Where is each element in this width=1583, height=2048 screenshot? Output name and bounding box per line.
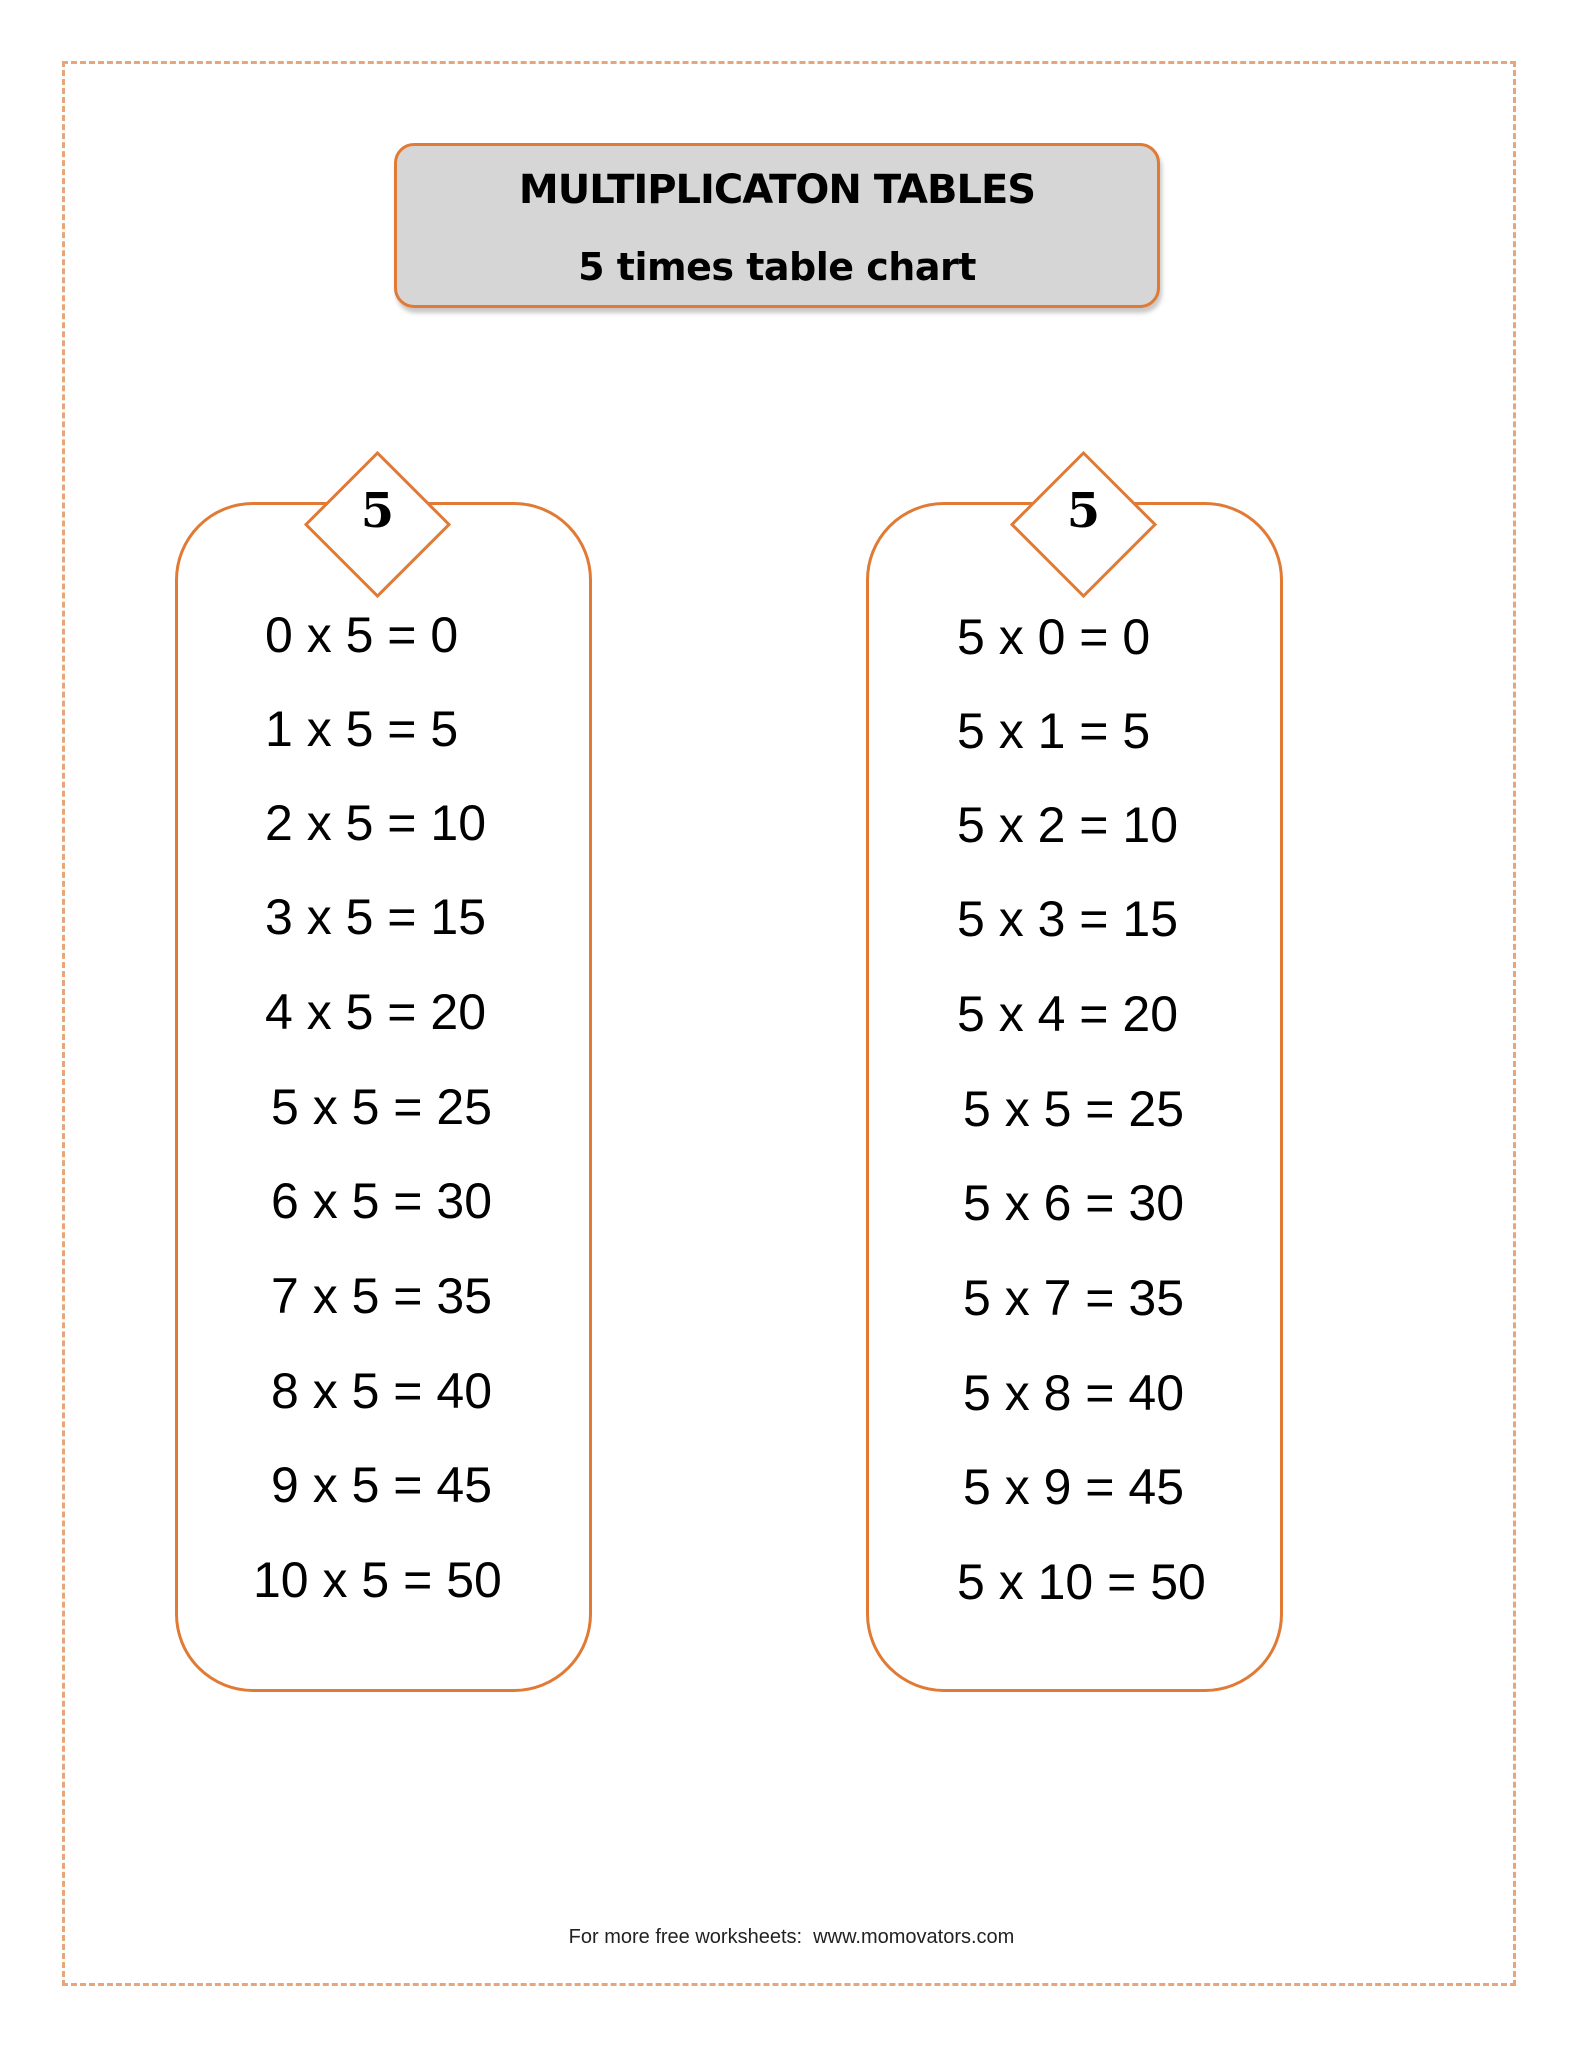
right-row-10: 5 x 10 = 50: [957, 1554, 1206, 1610]
left-row-8: 8 x 5 = 40: [271, 1363, 492, 1419]
right-row-9: 5 x 9 = 45: [963, 1459, 1184, 1515]
left-row-4: 4 x 5 = 20: [265, 984, 486, 1040]
right-row-5: 5 x 5 = 25: [963, 1081, 1184, 1137]
right-table-badge: [1010, 451, 1157, 598]
right-row-7: 5 x 7 = 35: [963, 1270, 1184, 1326]
left-row-3: 3 x 5 = 15: [265, 889, 486, 945]
page-title: MULTIPLICATON TABLES: [518, 167, 1036, 213]
right-row-2: 5 x 2 = 10: [957, 797, 1178, 853]
left-row-5: 5 x 5 = 25: [271, 1079, 492, 1135]
right-row-1: 5 x 1 = 5: [957, 703, 1151, 759]
left-row-1: 1 x 5 = 5: [265, 701, 459, 757]
footer-text: For more free worksheets: www.momovators.com: [568, 1926, 1015, 1948]
left-row-10: 10 x 5 = 50: [253, 1552, 502, 1608]
right-row-3: 5 x 3 = 15: [957, 891, 1178, 947]
title-box: [394, 143, 1160, 308]
left-row-2: 2 x 5 = 10: [265, 795, 486, 851]
right-row-4: 5 x 4 = 20: [957, 986, 1178, 1042]
right-row-6: 5 x 6 = 30: [963, 1175, 1184, 1231]
left-row-6: 6 x 5 = 30: [271, 1173, 492, 1229]
left-table-badge: [304, 451, 451, 598]
left-badge-label: 5: [360, 483, 395, 539]
left-row-0: 0 x 5 = 0: [265, 607, 459, 663]
left-row-9: 9 x 5 = 45: [271, 1457, 492, 1513]
right-badge-label: 5: [1066, 483, 1101, 539]
page-subtitle: 5 times table chart: [578, 245, 976, 289]
right-row-8: 5 x 8 = 40: [963, 1365, 1184, 1421]
right-row-0: 5 x 0 = 0: [957, 609, 1151, 665]
left-row-7: 7 x 5 = 35: [271, 1268, 492, 1324]
